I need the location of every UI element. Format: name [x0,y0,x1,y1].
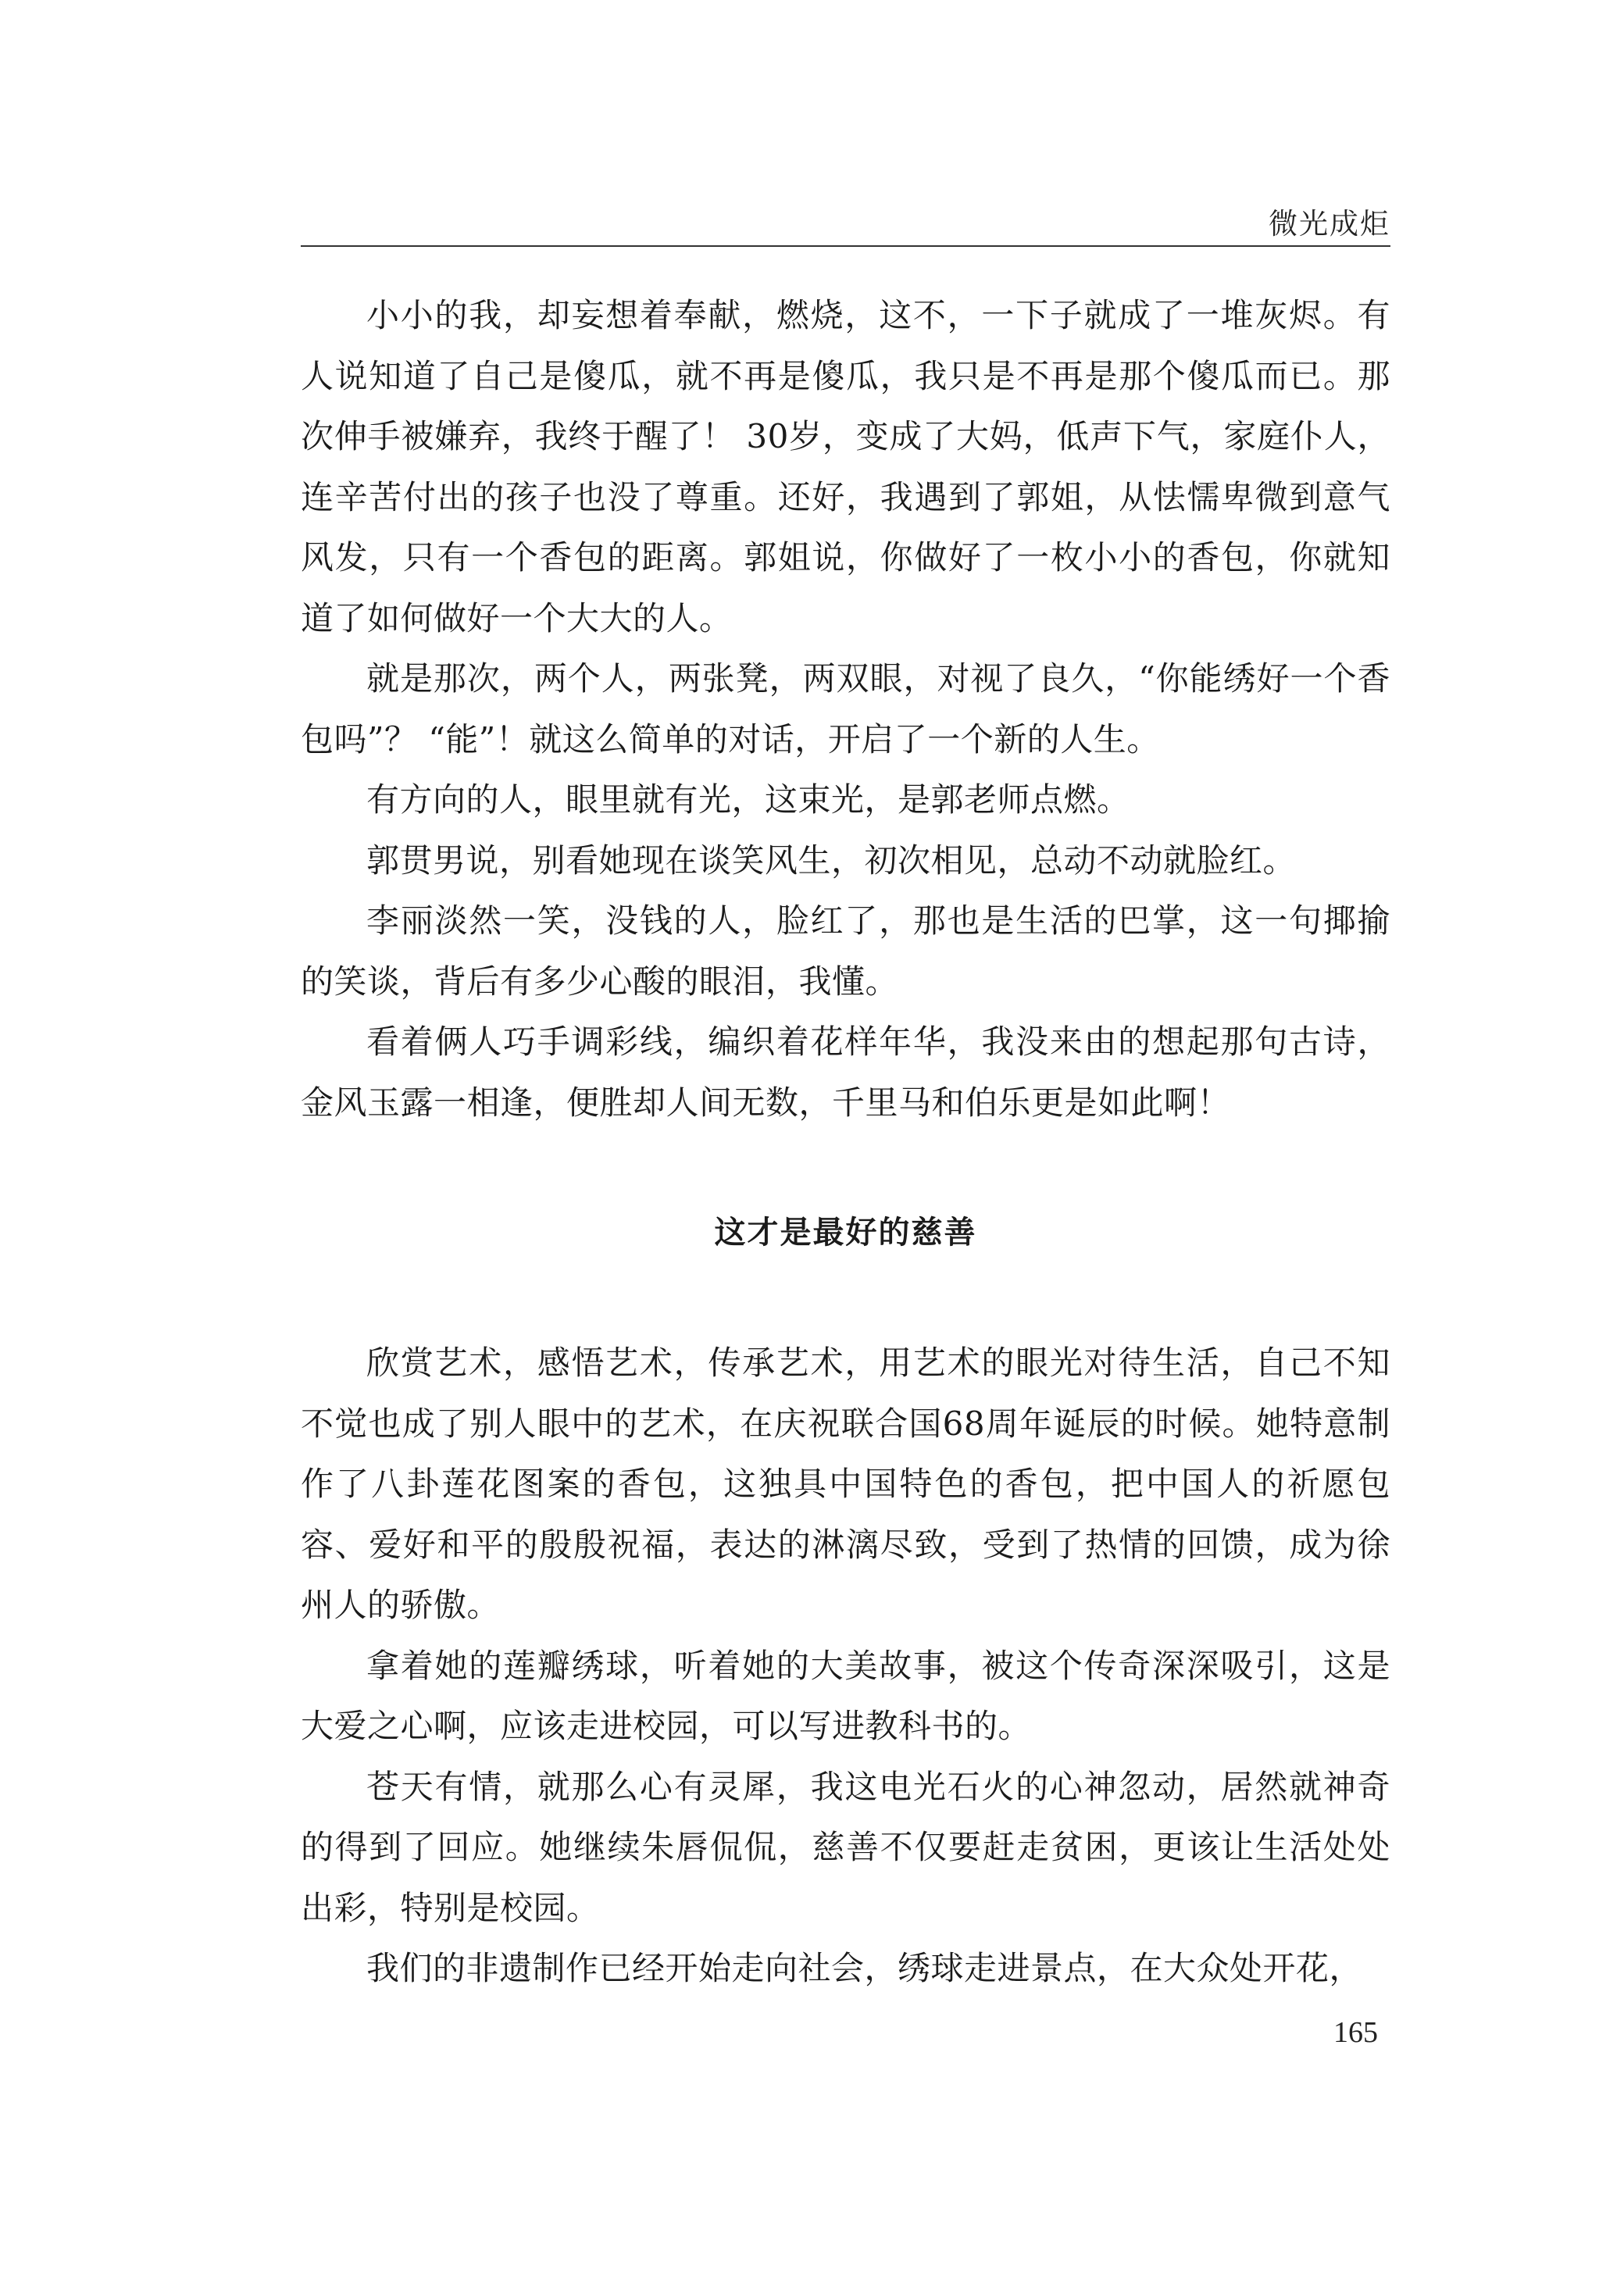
running-head-title: 微光成炬 [1269,207,1390,241]
paragraph: 看着俩人巧手调彩线，编织着花样年华，我没来由的想起那句古诗，金风玉露一相逢，便胜却人间无数，千里马和伯乐更是如此啊！ [301,1023,1390,1122]
paragraph: 我们的非遗制作已经开始走向社会，绣球走进景点，在大众处开花， [366,1949,1363,1987]
paragraph: 郭贯男说，别看她现在谈笑风生，初次相见，总动不动就脸红。 [366,841,1297,880]
paragraph: 拿着她的莲瓣绣球，听着她的大美故事，被这个传奇深深吸引，这是大爱之心啊，应该走进校园，可以写进教科书的。 [301,1646,1390,1745]
header-divider [301,245,1390,247]
running-head [301,205,1390,244]
paragraph: 小小的我，却妄想着奉献，燃烧，这不，一下子就成了一堆灰烬。有人说知道了自己是傻瓜，就不再是傻瓜，我只是不再是那个傻瓜而已。那次伸手被嫌弃，我终于醒了！ 30岁，变成了大妈，低声下气，家庭仆人，连辛苦付出的孩子也没了尊重。还好，我遇到了郭姐，从怯懦卑微到意气风发，只有一个香包的距离。郭姐说，你做好了一枚小小的香包，你就知道了如何做好一个大大的人。 [301,296,1390,637]
paragraph: 欣赏艺术，感悟艺术，传承艺术，用艺术的眼光对待生活，自己不知不觉也成了别人眼中的艺术，在庆祝联合国68周年诞辰的时候。她特意制作了八卦莲花图案的香包，这独具中国特色的香包，把中国人的祈愿包容、爱好和平的殷殷祝福，表达的淋漓尽致，受到了热情的回馈，成为徐州人的骄傲。 [301,1344,1390,1624]
section-title: 这才是最好的慈善 [714,1215,977,1251]
body-text [301,285,1390,1999]
paragraph: 有方向的人，眼里就有光，这束光，是郭老师点燃。 [366,780,1130,819]
page-number: 165 [1333,2016,1378,2049]
paragraph: 李丽淡然一笑，没钱的人，脸红了，那也是生活的巴掌，这一句揶揄的笑谈，背后有多少心酸的眼泪，我懂。 [301,901,1390,1001]
paragraph: 就是那次，两个人，两张凳，两双眼，对视了良久，“你能绣好一个香包吗”？ “能”！就这么简单的对话，开启了一个新的人生。 [301,659,1390,758]
paragraph: 苍天有情，就那么心有灵犀，我这电光石火的心神忽动，居然就神奇的得到了回应。她继续朱唇侃侃，慈善不仅要赶走贫困，更该让生活处处出彩，特别是校园。 [301,1767,1390,1927]
